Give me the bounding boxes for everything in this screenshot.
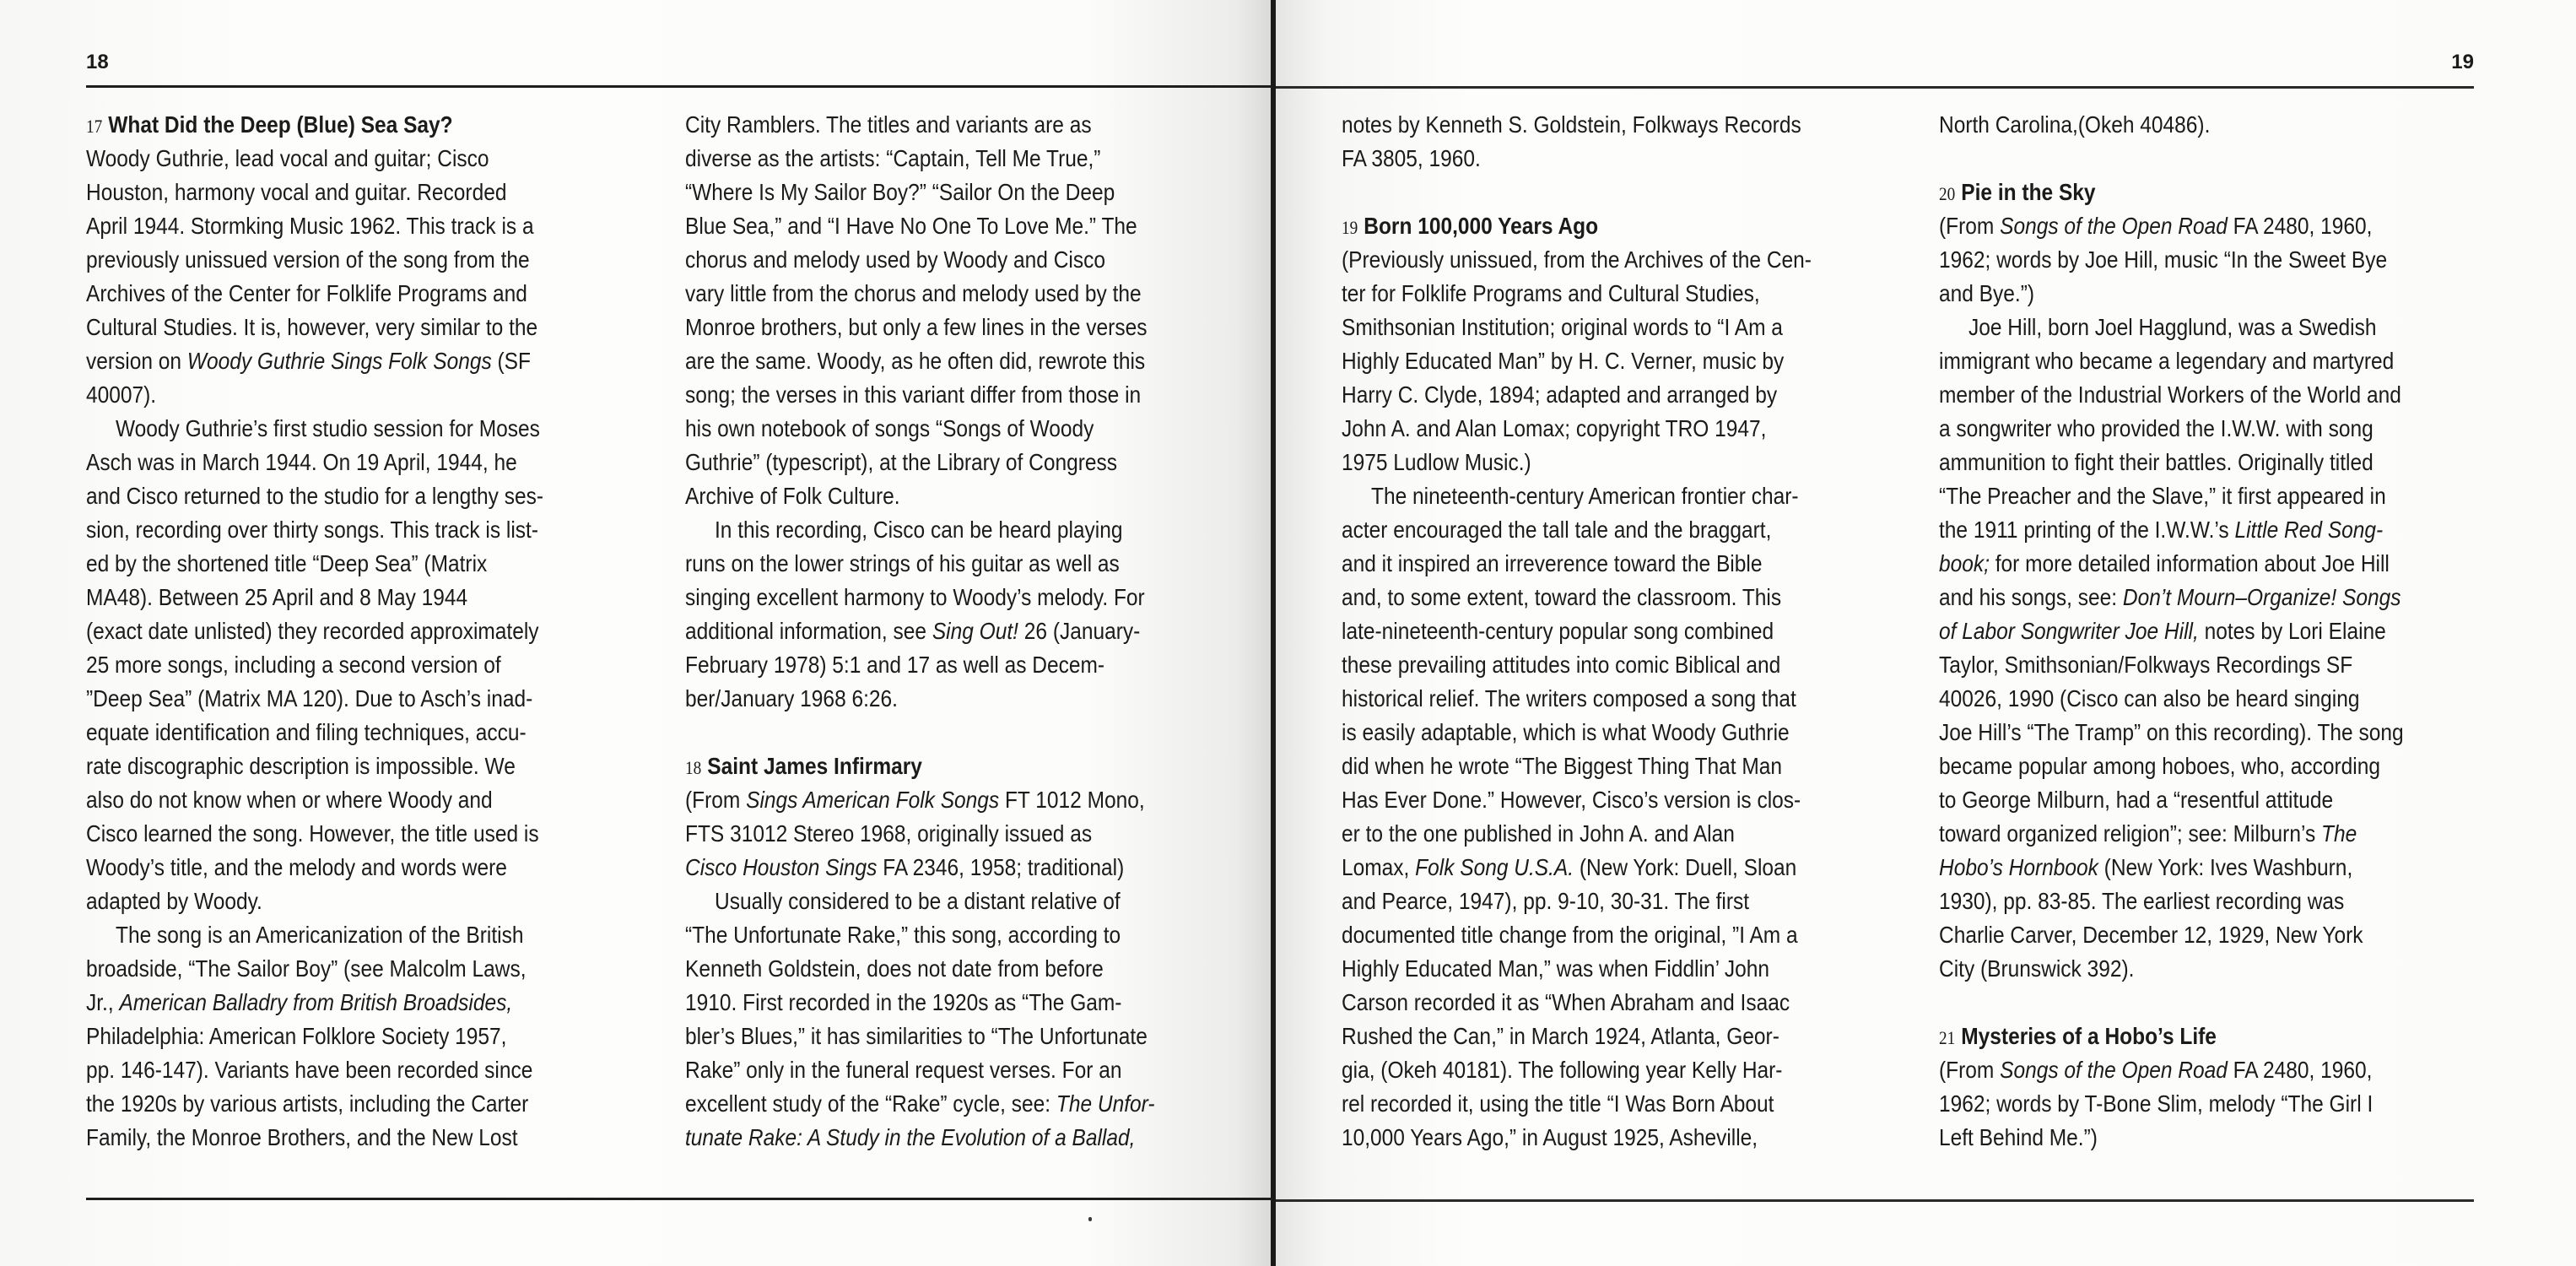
text-line: Houston, harmony vocal and guitar. Recorded <box>86 179 507 205</box>
italic-title: tunate Rake: A Study in the Evolution of a Ballad, <box>685 1124 1136 1150</box>
text-segment: for more detailed information about Joe Hill <box>1989 550 2390 576</box>
track-title: What Did the Deep (Blue) Sea Say? <box>108 111 453 138</box>
text-line: vary little from the chorus and melody used by the <box>685 280 1142 306</box>
text-line: and Pearce, 1947), pp. 9-10, 30-31. The first <box>1342 888 1750 914</box>
text-line: Joe Hill, born Joel Hagglund, was a Swedish <box>1968 314 2377 340</box>
text-segment: and his songs, see: <box>1939 584 2123 610</box>
text-line: and Bye.”) <box>1939 280 2035 306</box>
text-line: MA48). Between 25 April and 8 May 1944 <box>86 584 468 610</box>
text-line: Kenneth Goldstein, does not date from before <box>685 955 1104 982</box>
text-line: are the same. Woody, as he often did, rewrote this <box>685 348 1146 374</box>
italic-title: Don’t Mourn–Organize! Songs <box>2122 584 2401 610</box>
text-line: “The Preacher and the Slave,” it first appeared in <box>1939 483 2386 509</box>
text-line <box>1939 1053 2481 1087</box>
text-line: Blue Sea,” and “I Have No One To Love Me.” The <box>685 213 1137 239</box>
text-line: pp. 146-147). Variants have been recorded since <box>86 1057 533 1083</box>
text-line <box>1939 817 2481 851</box>
text-segment: 26 (January- <box>1018 618 1141 644</box>
text-line: 40007). <box>86 381 157 408</box>
text-segment: FT 1012 Mono, <box>999 787 1145 813</box>
text-line: Charlie Carver, December 12, 1929, New York <box>1939 922 2363 948</box>
text-line: also do not know when or where Woody and <box>86 787 493 813</box>
track-title: Born 100,000 Years Ago <box>1364 213 1599 239</box>
paragraph-gap <box>1939 986 2481 1020</box>
text-line: Taylor, Smithsonian/Folkways Recordings SF <box>1939 652 2353 678</box>
text-line: ber/January 1968 6:26. <box>685 685 898 711</box>
text-line: adapted by Woody. <box>86 888 262 914</box>
text-segment: Lomax, <box>1342 854 1416 880</box>
text-line <box>685 1087 1228 1121</box>
text-line: these prevailing attitudes into comic Biblical and <box>1342 652 1781 678</box>
text-segment: toward organized religion”; see: Milburn’s <box>1939 820 2322 847</box>
text-line: equate identification and filing techniques, accu- <box>86 719 527 745</box>
text-line: immigrant who became a legendary and martyred <box>1939 348 2395 374</box>
text-line: late-nineteenth-century popular song combined <box>1342 618 1774 644</box>
text-segment: additional information, see <box>685 618 932 644</box>
text-column-4 <box>1939 108 2481 1155</box>
text-line: and it inspired an irreverence toward the Bible <box>1342 550 1763 576</box>
text-line: ammunition to fight their battles. Originally titled <box>1939 449 2373 475</box>
italic-title: American Balladry from British Broadsides, <box>119 989 513 1015</box>
text-line: “The Unfortunate Rake,” this song, according to <box>685 922 1121 948</box>
track-number: 18 <box>685 757 702 778</box>
text-line: Carson recorded it as “When Abraham and Isaac <box>1342 989 1790 1015</box>
text-line: The song is an Americanization of the British <box>116 922 524 948</box>
text-line: song; the verses in this variant differ from those in <box>685 381 1142 408</box>
text-line: (Previously unissued, from the Archives of the Cen- <box>1342 246 1812 273</box>
text-line: Joe Hill’s “The Tramp” on this recording). The song <box>1939 719 2404 745</box>
book-spine <box>1271 0 1276 1266</box>
track-heading <box>685 749 1228 783</box>
text-segment: FA 2480, 1960, <box>2227 213 2373 239</box>
track-number: 20 <box>1939 183 1956 204</box>
text-segment: (New York: Ives Washburn, <box>2098 854 2353 880</box>
text-line: Rake” only in the funeral request verses. For an <box>685 1057 1122 1083</box>
text-line: 25 more songs, including a second version of <box>86 652 501 678</box>
text-line: singing excellent harmony to Woody’s melody. For <box>685 584 1145 610</box>
text-line: The nineteenth-century American frontier char- <box>1371 483 1799 509</box>
italic-title: Little Red Song- <box>2234 517 2384 543</box>
text-line: runs on the lower strings of his guitar as well as <box>685 550 1120 576</box>
text-line: broadside, “The Sailor Boy” (see Malcolm Laws, <box>86 955 527 982</box>
text-line: to George Milburn, had a “resentful attitude <box>1939 787 2334 813</box>
print-speck <box>1088 1217 1092 1221</box>
text-line: notes by Kenneth S. Goldstein, Folkways Records <box>1342 111 1801 138</box>
text-line: rel recorded it, using the title “I Was Born About <box>1342 1090 1774 1117</box>
text-column-1 <box>86 108 629 1155</box>
text-line: FA 3805, 1960. <box>1342 145 1481 171</box>
text-line: Highly Educated Man,” was when Fiddlin’ John <box>1342 955 1770 982</box>
text-line <box>86 986 629 1020</box>
text-line: City (Brunswick 392). <box>1939 955 2135 982</box>
text-line: bler’s Blues,” it has similarities to “The Unfortunate <box>685 1023 1148 1049</box>
italic-title: Cisco Houston Sings <box>685 854 878 880</box>
italic-title: Songs of the Open Road <box>2000 1057 2228 1083</box>
track-number: 17 <box>86 116 103 137</box>
text-line: the 1920s by various artists, including the Carter <box>86 1090 529 1117</box>
text-line: his own notebook of songs “Songs of Woody <box>685 415 1094 441</box>
text-line: gia, (Okeh 40181). The following year Kelly Har- <box>1342 1057 1783 1083</box>
text-line: ed by the shortened title “Deep Sea” (Matrix <box>86 550 488 576</box>
text-line <box>86 344 629 378</box>
text-line: ter for Folklife Programs and Cultural Studies, <box>1342 280 1760 306</box>
text-line <box>1939 851 2481 885</box>
text-segment: (From <box>1939 1057 2001 1083</box>
text-line: Usually considered to be a distant relative of <box>715 888 1121 914</box>
text-line: John A. and Alan Lomax; copyright TRO 1947, <box>1342 415 1767 441</box>
text-line: Cisco learned the song. However, the title used is <box>86 820 539 847</box>
text-line: documented title change from the original, ”I Am a <box>1342 922 1798 948</box>
text-line: ”Deep Sea” (Matrix MA 120). Due to Asch’s inad- <box>86 685 533 711</box>
text-line <box>685 1121 1228 1155</box>
text-line: member of the Industrial Workers of the World and <box>1939 381 2401 408</box>
italic-title: Sings American Folk Songs <box>746 787 1000 813</box>
text-line: sion, recording over thirty songs. This track is list- <box>86 517 539 543</box>
track-title: Pie in the Sky <box>1961 179 2096 205</box>
text-segment: (SF <box>491 348 531 374</box>
text-line: Archives of the Center for Folklife Programs and <box>86 280 527 306</box>
text-line: and, to some extent, toward the classroom. This <box>1342 584 1782 610</box>
text-line: acter encouraged the tall tale and the braggart, <box>1342 517 1772 543</box>
text-segment: FA 2346, 1958; traditional) <box>877 854 1125 880</box>
text-line: Has Ever Done.” However, Cisco’s version is clos- <box>1342 787 1801 813</box>
italic-title: Woody Guthrie Sings Folk Songs <box>186 348 492 374</box>
italic-title: The <box>2321 820 2357 847</box>
text-segment: the 1911 printing of the I.W.W.’s <box>1939 517 2235 543</box>
track-heading <box>1939 176 2481 209</box>
italic-title: The Unfor- <box>1056 1090 1155 1117</box>
text-line: 10,000 Years Ago,” in August 1925, Asheville, <box>1342 1124 1758 1150</box>
text-line: 40026, 1990 (Cisco can also be heard singing <box>1939 685 2360 711</box>
text-line: Guthrie” (typescript), at the Library of Congress <box>685 449 1117 475</box>
text-line: April 1944. Stormking Music 1962. This track is a <box>86 213 534 239</box>
track-title: Saint James Infirmary <box>707 753 922 779</box>
text-line: Cultural Studies. It is, however, very similar to the <box>86 314 538 340</box>
track-number: 21 <box>1939 1027 1956 1048</box>
text-segment: (From <box>1939 213 2001 239</box>
text-line <box>685 783 1228 817</box>
text-line: historical relief. The writers composed a song that <box>1342 685 1796 711</box>
text-segment: Jr., <box>86 989 120 1015</box>
text-line: Woody Guthrie, lead vocal and guitar; Cisco <box>86 145 489 171</box>
paragraph-gap <box>1342 176 1884 209</box>
text-column-2 <box>685 108 1228 1155</box>
text-line: Woody’s title, and the melody and words were <box>86 854 507 880</box>
text-line: rate discographic description is impossible. We <box>86 753 516 779</box>
text-line: “Where Is My Sailor Boy?” “Sailor On the Deep <box>685 179 1115 205</box>
text-line <box>685 851 1228 885</box>
italic-title: of Labor Songwriter Joe Hill, <box>1939 618 2199 644</box>
text-line: Smithsonian Institution; original words to “I Am a <box>1342 314 1783 340</box>
text-segment: notes by Lori Elaine <box>2198 618 2386 644</box>
text-line: Harry C. Clyde, 1894; adapted and arranged by <box>1342 381 1778 408</box>
text-line: and Cisco returned to the studio for a lengthy ses- <box>86 483 544 509</box>
header-rule-left <box>86 85 1272 88</box>
header-rule-right <box>1276 86 2474 89</box>
footer-rule-right <box>1276 1199 2474 1202</box>
track-number: 19 <box>1342 217 1358 238</box>
text-segment: version on <box>86 348 187 374</box>
text-line <box>1939 581 2481 614</box>
text-line: became popular among hoboes, who, according <box>1939 753 2381 779</box>
track-heading <box>1342 209 1884 243</box>
text-line: Asch was in March 1944. On 19 April, 1944, he <box>86 449 517 475</box>
italic-title: Songs of the Open Road <box>2000 213 2228 239</box>
text-line <box>1939 614 2481 648</box>
italic-title: Hobo’s Hornbook <box>1939 854 2098 880</box>
text-segment: excellent study of the “Rake” cycle, see: <box>685 1090 1056 1117</box>
text-line: diverse as the artists: “Captain, Tell Me True,” <box>685 145 1101 171</box>
text-line <box>1939 209 2481 243</box>
text-line: Left Behind Me.”) <box>1939 1124 2098 1150</box>
text-line: 1962; words by Joe Hill, music “In the Sweet Bye <box>1939 246 2388 273</box>
italic-title: Folk Song U.S.A. <box>1415 854 1574 880</box>
text-line <box>1342 851 1884 885</box>
text-line <box>1939 547 2481 581</box>
text-line: er to the one published in John A. and Alan <box>1342 820 1735 847</box>
text-line: February 1978) 5:1 and 17 as well as Decem- <box>685 652 1105 678</box>
text-line: previously unissued version of the song from the <box>86 246 530 273</box>
italic-title: Sing Out! <box>932 618 1018 644</box>
text-column-3 <box>1342 108 1884 1155</box>
text-line: In this recording, Cisco can be heard playing <box>715 517 1123 543</box>
text-line: North Carolina,(Okeh 40486). <box>1939 111 2211 138</box>
paragraph-gap <box>1939 142 2481 176</box>
text-line: Rushed the Can,” in March 1924, Atlanta, Geor- <box>1342 1023 1779 1049</box>
text-line: 1962; words by T-Bone Slim, melody “The Girl I <box>1939 1090 2373 1117</box>
text-line: did when he wrote “The Biggest Thing That Man <box>1342 753 1783 779</box>
text-line: chorus and melody used by Woody and Cisco <box>685 246 1105 273</box>
paragraph-gap <box>685 716 1228 749</box>
text-line <box>685 614 1228 648</box>
track-title: Mysteries of a Hobo’s Life <box>1961 1023 2217 1049</box>
text-line: Woody Guthrie’s first studio session for Moses <box>116 415 540 441</box>
page-number-right: 19 <box>2451 51 2474 73</box>
text-line: Monroe brothers, but only a few lines in the verses <box>685 314 1148 340</box>
text-segment: FA 2480, 1960, <box>2227 1057 2373 1083</box>
page-number-left: 18 <box>86 51 109 73</box>
text-line: is easily adaptable, which is what Woody Guthrie <box>1342 719 1790 745</box>
text-segment: (From <box>685 787 747 813</box>
text-line: 1910. First recorded in the 1920s as “The Gam- <box>685 989 1122 1015</box>
text-line <box>1939 513 2481 547</box>
italic-title: book; <box>1939 550 1990 576</box>
text-segment: (New York: Duell, Sloan <box>1574 854 1797 880</box>
text-line: Highly Educated Man” by H. C. Verner, music by <box>1342 348 1785 374</box>
text-line: FTS 31012 Stereo 1968, originally issued as <box>685 820 1093 847</box>
text-line: (exact date unlisted) they recorded approximately <box>86 618 539 644</box>
text-line: a songwriter who provided the I.W.W. with song <box>1939 415 2373 441</box>
text-line: 1930), pp. 83-85. The earliest recording was <box>1939 888 2345 914</box>
text-line: Philadelphia: American Folklore Society 1957, <box>86 1023 507 1049</box>
text-line: 1975 Ludlow Music.) <box>1342 449 1531 475</box>
track-heading <box>86 108 629 142</box>
track-heading <box>1939 1020 2481 1053</box>
footer-rule-left <box>86 1198 1272 1200</box>
text-line: City Ramblers. The titles and variants are as <box>685 111 1092 138</box>
text-line: Family, the Monroe Brothers, and the New Lost <box>86 1124 518 1150</box>
text-line: Archive of Folk Culture. <box>685 483 900 509</box>
